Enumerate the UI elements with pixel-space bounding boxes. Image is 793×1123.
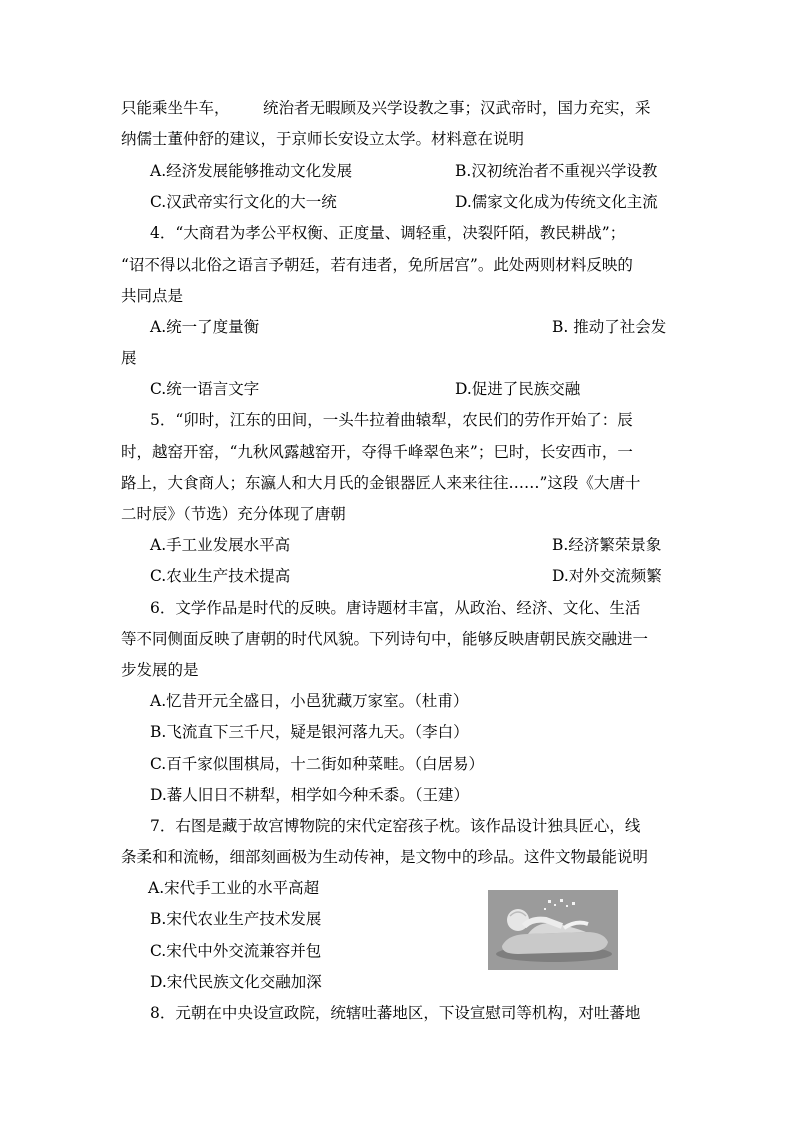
q6-option-c: C.百千家似围棋局，十二街如种菜畦。（白居易） <box>150 755 484 773</box>
q4-option-b: B. 推动了社会发 <box>552 318 667 336</box>
q5-stem-line1: 5．“卯时，江东的田间，一头牛拉着曲辕犁，农民们的劳作开始了：辰 <box>150 411 633 429</box>
q4-option-a: A.统一了度量衡 <box>150 318 260 336</box>
q5-option-a: A.手工业发展水平高 <box>150 536 291 554</box>
q3-text-line1b: 统治者无暇顾及兴学设教之事；汉武帝时，国力充实，采 <box>263 99 651 117</box>
q7-option-a: A.宋代手工业的水平高超 <box>148 879 320 897</box>
porcelain-child-pillow-image <box>488 890 618 970</box>
q6-option-a: A.忆昔开元全盛日，小邑犹藏万家室。（杜甫） <box>150 692 469 710</box>
q6-option-d: D.蕃人旧日不耕犁，相学如今种禾黍。（王建） <box>150 786 470 804</box>
q6-stem-line2: 等不同侧面反映了唐朝的时代风貌。下列诗句中，能够反映唐朝民族交融进一 <box>121 630 649 648</box>
q6-stem-line1: 6．文学作品是时代的反映。唐诗题材丰富，从政治、经济、文化、生活 <box>150 599 641 617</box>
q5-stem-line3: 路上，大食商人；东瀛人和大月氏的金银器匠人来来往往……”这段《大唐十 <box>121 474 641 492</box>
q4-stem-line3: 共同点是 <box>121 287 184 305</box>
q6-option-b: B.飞流直下三千尺，疑是银河落九天。（李白） <box>150 723 469 741</box>
q4-option-d: D.促进了民族交融 <box>455 380 581 398</box>
q5-option-d: D.对外交流频繁 <box>552 567 662 585</box>
q3-option-c: C.汉武帝实行文化的大一统 <box>150 193 337 211</box>
q8-stem-line1: 8．元朝在中央设宣政院，统辖吐蕃地区，下设宣慰司等机构，对吐蕃地 <box>150 1004 641 1022</box>
pillow-illustration <box>488 890 618 970</box>
q4-option-b-wrap: 展 <box>121 349 137 367</box>
q3-option-d: D.儒家文化成为传统文化主流 <box>455 193 658 211</box>
q5-option-b: B.经济繁荣景象 <box>552 536 662 554</box>
q3-option-a: A.经济发展能够推动文化发展 <box>150 162 353 180</box>
q3-text-line1a: 只能乘坐牛车， <box>121 99 230 117</box>
q4-stem-line1: 4．“大商君为孝公平权衡、正度量、调轻重，决裂阡陌，教民耕战”； <box>150 224 626 242</box>
q5-stem-line2: 时，越窑开窑，“九秋风露越窑开，夺得千峰翠色来”；巳时，长安西市，一 <box>121 443 633 461</box>
q7-stem-line1: 7．右图是藏于故宫博物院的宋代定窑孩子枕。该作品设计独具匠心，线 <box>150 817 641 835</box>
q4-stem-line2: “诏不得以北俗之语言予朝廷，若有违者，免所居宫”。此处两则材料反映的 <box>121 256 633 274</box>
q5-stem-line4: 二时辰》（节选）充分体现了唐朝 <box>121 505 346 523</box>
q7-stem-line2: 条柔和和流畅，细部刻画极为生动传神，是文物中的珍品。这件文物最能说明 <box>121 848 649 866</box>
q6-stem-line3: 步发展的是 <box>121 661 199 679</box>
q7-option-b: B.宋代农业生产技术发展 <box>150 910 322 928</box>
q7-option-c: C.宋代中外交流兼容并包 <box>150 942 322 960</box>
q4-option-c: C.统一语言文字 <box>150 380 260 398</box>
q3-option-b: B.汉初统治者不重视兴学设教 <box>455 162 658 180</box>
q7-option-d: D.宋代民族文化交融加深 <box>150 973 322 991</box>
q3-text-line2: 纳儒士董仲舒的建议，于京师长安设立太学。材料意在说明 <box>121 130 525 148</box>
q5-option-c: C.农业生产技术提高 <box>150 567 291 585</box>
